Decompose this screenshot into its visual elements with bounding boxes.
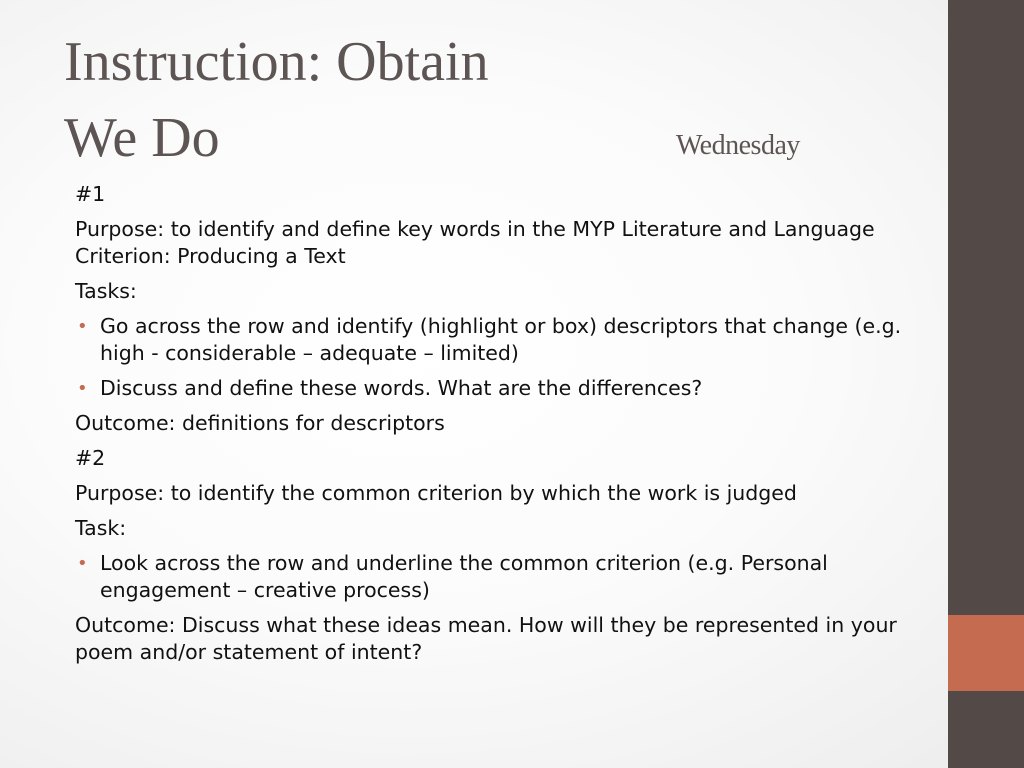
title-line-2: We Do xyxy=(64,107,220,169)
section-2-number: #2 xyxy=(75,446,106,470)
section-1-number: #1 xyxy=(75,182,106,206)
section-1-outcome: Outcome: definitions for descriptors xyxy=(75,411,445,435)
bullet-text: Discuss and define these words. What are the differences? xyxy=(100,376,703,400)
slide-title xyxy=(64,24,489,176)
section-1-tasks-label: Tasks: xyxy=(75,279,137,303)
section-2-task-label: Task: xyxy=(75,516,127,540)
bullet-text: Go across the row and identify (highlight or box) descriptors that change (e.g. high - considerable – adequate – limited) xyxy=(100,314,902,365)
section-1-purpose: Purpose: to identify and define key words in the MYP Literature and Language Criterion: Producing a Text xyxy=(75,217,875,268)
bullet-icon: • xyxy=(77,316,88,337)
section-2-outcome: Outcome: Discuss what these ideas mean. How will they be represented in your poem and/or statement of intent? xyxy=(75,613,897,664)
slide-body xyxy=(75,181,905,674)
bullet-text: Look across the row and underline the common criterion (e.g. Personal engagement – creative process) xyxy=(100,551,828,602)
section-2-purpose: Purpose: to identify the common criterion by which the work is judged xyxy=(75,481,797,505)
day-label: Wednesday xyxy=(676,130,800,161)
bullet-icon: • xyxy=(77,553,88,574)
section-2-bullet xyxy=(75,550,905,604)
bullet-icon: • xyxy=(77,378,88,399)
section-1-bullet xyxy=(75,375,905,402)
title-line-1: Instruction: Obtain xyxy=(64,31,489,93)
sidebar-accent-block xyxy=(948,615,1024,691)
section-1-bullet xyxy=(75,313,905,367)
